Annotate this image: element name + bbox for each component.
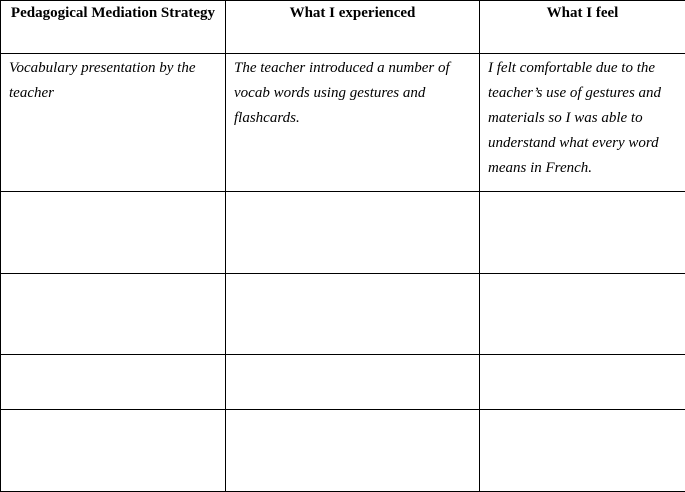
feel-text bbox=[480, 355, 685, 357]
feel-text: I felt comfortable due to the teacher’s use of gestures and materials so I was able to understand what every word means in French. bbox=[480, 54, 685, 181]
feel-cell bbox=[480, 274, 685, 355]
table-row bbox=[1, 410, 685, 492]
strategy-text: Vocabulary presentation by the teacher bbox=[1, 54, 225, 106]
experienced-text: The teacher introduced a number of vocab words using gestures and flashcards. bbox=[226, 54, 479, 131]
strategy-text bbox=[1, 355, 225, 357]
feel-cell bbox=[480, 54, 685, 192]
table-row bbox=[1, 192, 685, 274]
strategy-cell bbox=[1, 355, 226, 410]
header-strategy bbox=[1, 1, 226, 54]
header-strategy-label: Pedagogical Mediation Strategy bbox=[1, 1, 225, 26]
feel-cell bbox=[480, 355, 685, 410]
experienced-cell bbox=[226, 274, 480, 355]
strategy-text bbox=[1, 192, 225, 194]
experienced-cell bbox=[226, 355, 480, 410]
strategy-cell bbox=[1, 54, 226, 192]
experienced-cell bbox=[226, 410, 480, 492]
feel-text bbox=[480, 410, 685, 412]
strategy-cell bbox=[1, 274, 226, 355]
table-row bbox=[1, 274, 685, 355]
header-feel-label: What I feel bbox=[480, 1, 685, 26]
experienced-text bbox=[226, 274, 479, 276]
strategy-text bbox=[1, 410, 225, 412]
table-row bbox=[1, 54, 685, 192]
strategy-cell bbox=[1, 192, 226, 274]
experienced-text bbox=[226, 410, 479, 412]
table-row bbox=[1, 355, 685, 410]
header-feel bbox=[480, 1, 685, 54]
strategy-text bbox=[1, 274, 225, 276]
strategy-cell bbox=[1, 410, 226, 492]
feel-cell bbox=[480, 192, 685, 274]
header-experienced bbox=[226, 1, 480, 54]
experienced-text bbox=[226, 355, 479, 357]
experienced-text bbox=[226, 192, 479, 194]
experienced-cell bbox=[226, 54, 480, 192]
header-row bbox=[1, 1, 685, 54]
feel-cell bbox=[480, 410, 685, 492]
experienced-cell bbox=[226, 192, 480, 274]
feel-text bbox=[480, 192, 685, 194]
header-experienced-label: What I experienced bbox=[226, 1, 479, 26]
feel-text bbox=[480, 274, 685, 276]
